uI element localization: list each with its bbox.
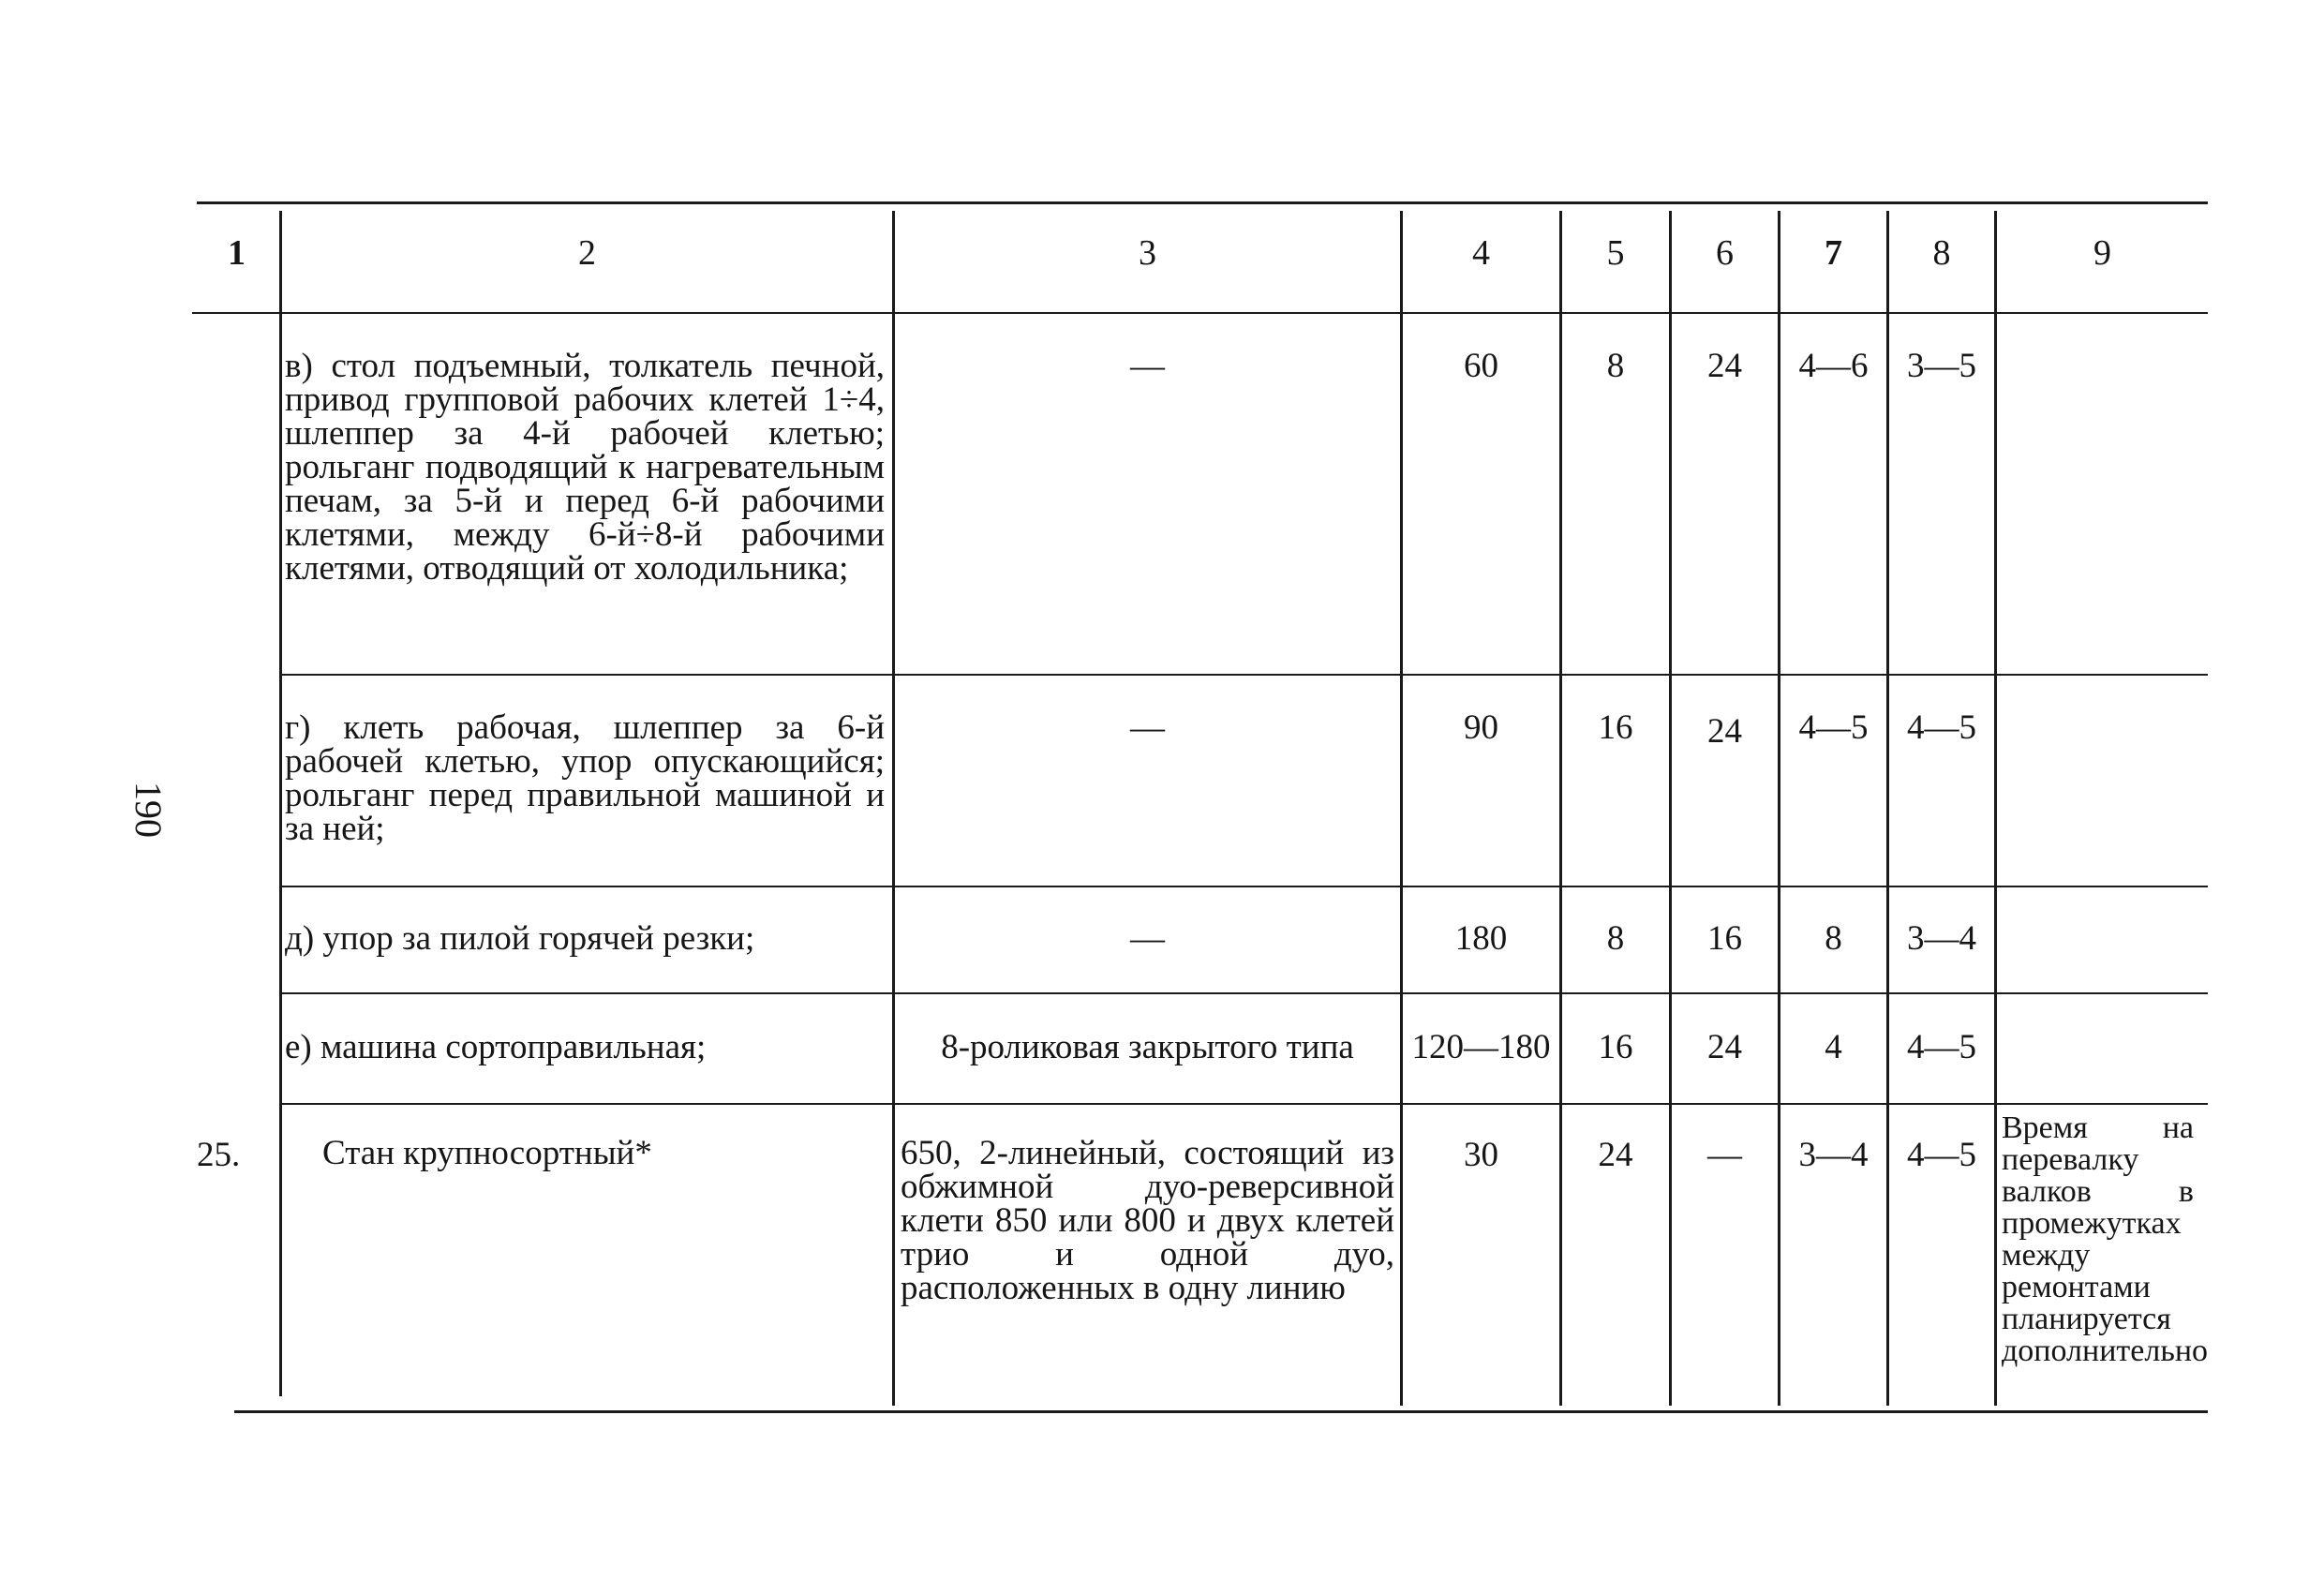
row-col6: 24 [1707,712,1742,751]
column-divider [1778,211,1780,1406]
row-name: д) упор за пилой горячей резки; [285,919,755,958]
row-name: Стан крупносортный* [322,1134,652,1172]
row-col5: 16 [1598,1028,1633,1066]
row-col7: 4 [1825,1028,1842,1066]
row-desc: 8-роликовая закрытого типа [941,1028,1354,1066]
header-col-4: 4 [1472,233,1490,273]
row-col5: 8 [1606,347,1625,385]
row-desc: — [1130,708,1165,747]
column-divider [1400,211,1403,1406]
header-col-1: 1 [228,233,246,273]
column-divider [1669,211,1672,1406]
row-col6: — [1707,1136,1742,1174]
header-col-9: 9 [2093,233,2111,273]
row-col5: 24 [1598,1136,1633,1174]
row-col5: 16 [1598,708,1633,747]
column-divider [1886,211,1889,1406]
row-name: е) машина сортоправильная; [285,1028,707,1066]
row-col6: 24 [1707,347,1742,385]
header-col-2: 2 [578,233,596,273]
row-desc: 650, 2-линейный, состоящий из обжимной дуо-реверсивной клети 850 или 800 и двух клетей трио и одной дуо, расположенных в одну линию [901,1134,1394,1307]
header-col-8: 8 [1932,233,1951,273]
row-name: г) клеть рабочая, шлеппер за 6-й рабочей клетью, упор опускающийся; рольганг перед правильной машиной и за ней; [285,708,885,848]
row-col4: 60 [1464,347,1498,385]
column-divider [1559,211,1562,1406]
row-col4: 120—180 [1411,1028,1551,1066]
column-divider [279,211,282,1396]
row-number: 25. [197,1136,241,1174]
row-col4: 30 [1464,1136,1498,1174]
row-col7: 8 [1825,919,1842,958]
header-bottom-rule [192,312,2208,314]
row-col8: 4—5 [1907,708,1976,747]
page-number: 190 [127,782,170,838]
row-divider [281,674,2208,676]
row-name: в) стол подъемный, толкатель печной, привод групповой рабочих клетей 1÷4, шлеппер за 4-й рабочей клетью; рольганг подводящий к нагревательным печам, за 5-й и перед 6-й рабочими клетями, между 6-й÷8-й рабочими клетями, отводящий от холодильника; [285,347,885,588]
row-desc: — [1130,919,1165,958]
header-col-7: 7 [1825,233,1842,273]
row-col4: 90 [1464,708,1498,747]
table-top-rule [197,201,2208,204]
row-divider [281,1103,2208,1105]
header-col-3: 3 [1139,233,1156,273]
row-col7: 4—5 [1798,708,1869,747]
row-divider [281,992,2208,994]
table-bottom-rule [234,1410,2208,1413]
row-col7: 4—6 [1798,347,1869,385]
row-divider [281,886,2208,887]
column-divider [1994,211,1997,1406]
row-desc: — [1130,347,1165,385]
row-col8: 3—5 [1907,347,1976,385]
row-col6: 24 [1707,1028,1742,1066]
row-col5: 8 [1606,919,1625,958]
row-col8: 3—4 [1907,919,1976,958]
header-col-5: 5 [1606,233,1625,273]
row-col6: 16 [1707,919,1742,958]
row-col8: 4—5 [1907,1028,1976,1066]
row-col7: 3—4 [1798,1136,1869,1174]
row-note: Время на перевалку валков в промежутках между ремонтами планируется дополнительно [2002,1110,2209,1368]
row-col4: 180 [1454,919,1508,958]
row-col8: 4—5 [1907,1136,1976,1174]
column-divider [892,211,895,1406]
header-col-6: 6 [1716,233,1734,273]
